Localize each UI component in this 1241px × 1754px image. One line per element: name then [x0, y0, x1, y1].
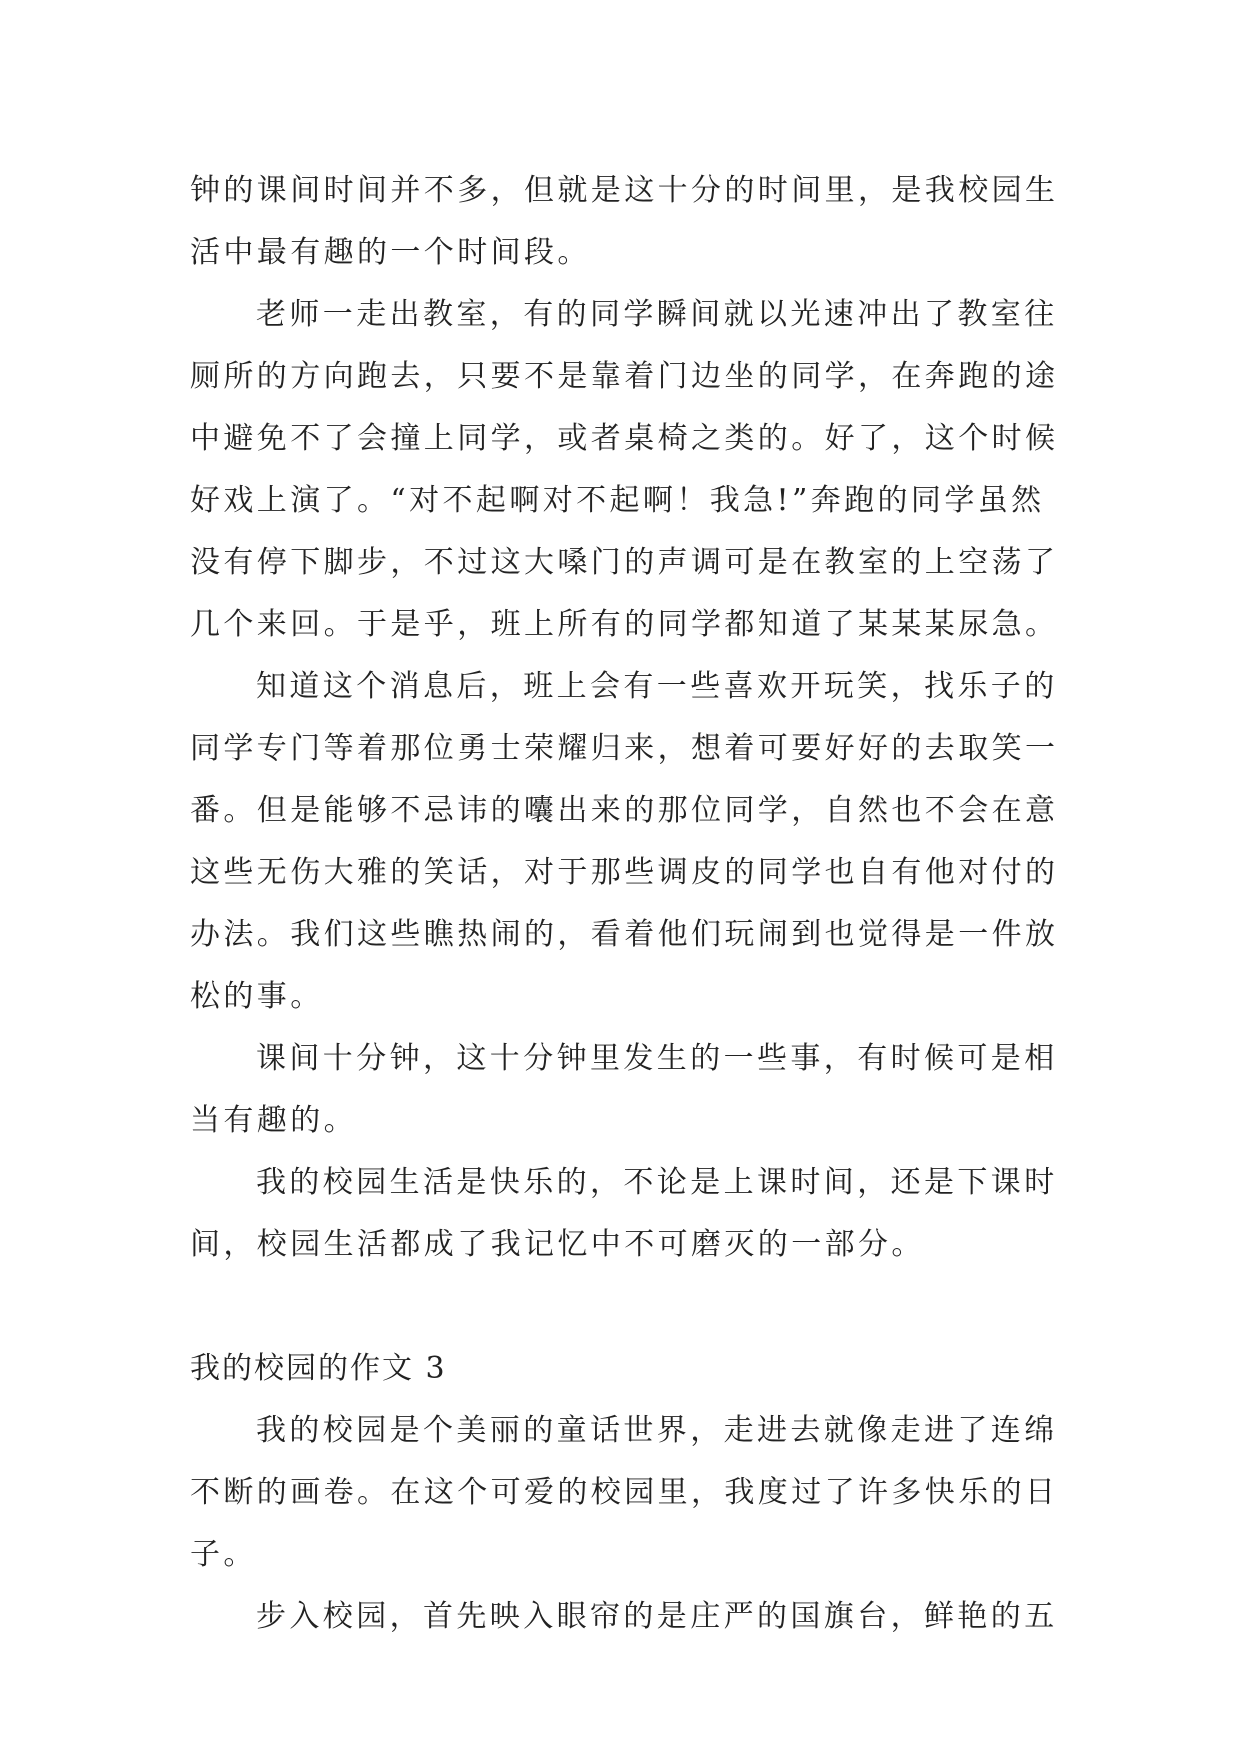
text-line: 中避免不了会撞上同学，或者桌椅之类的。好了，这个时候: [190, 421, 1059, 456]
text-line: 当有趣的。: [190, 1103, 357, 1138]
text-line: 好戏上演了。“对不起啊对不起啊！我急!”奔跑的同学虽然: [190, 483, 1045, 518]
text-line: 子。: [190, 1537, 257, 1572]
document-body: [190, 160, 1070, 1648]
paragraph-start-line: 我的校园生活是快乐的，不论是上课时间，还是下课时: [256, 1165, 1058, 1200]
text-line: 没有停下脚步，不过这大嗓门的声调可是在教室的上空荡了: [190, 545, 1059, 580]
paragraph-start-line: 老师一走出教室，有的同学瞬间就以光速冲出了教室往: [256, 297, 1058, 332]
paragraph-start-line: 知道这个消息后，班上会有一些喜欢开玩笑，找乐子的: [256, 669, 1058, 704]
text-line: 松的事。: [190, 979, 324, 1014]
text-line: 厕所的方向跑去，只要不是靠着门边坐的同学，在奔跑的途: [190, 359, 1059, 394]
text-line: 钟的课间时间并不多，但就是这十分的时间里，是我校园生: [190, 173, 1059, 208]
text-line: 几个来回。于是乎，班上所有的同学都知道了某某某尿急。: [190, 607, 1059, 642]
text-line: 番。但是能够不忌讳的囔出来的那位同学，自然也不会在意: [190, 793, 1059, 828]
text-line: 办法。我们这些瞧热闹的，看着他们玩闹到也觉得是一件放: [190, 917, 1059, 952]
text-line: 活中最有趣的一个时间段。: [190, 235, 591, 270]
text-line: 间，校园生活都成了我记忆中不可磨灭的一部分。: [190, 1227, 925, 1262]
text-line: 这些无伤大雅的笑话，对于那些调皮的同学也自有他对付的: [190, 855, 1059, 890]
paragraph-start-line: 步入校园，首先映入眼帘的是庄严的国旗台，鲜艳的五: [256, 1599, 1058, 1634]
section-title: 我的校园的作文 3: [190, 1351, 447, 1386]
paragraph-start-line: 课间十分钟，这十分钟里发生的一些事，有时候可是相: [256, 1041, 1058, 1076]
paragraph-start-line: 我的校园是个美丽的童话世界，走进去就像走进了连绵: [256, 1413, 1058, 1448]
text-line: 同学专门等着那位勇士荣耀归来，想着可要好好的去取笑一: [190, 731, 1059, 766]
blank-line: [190, 1276, 1070, 1338]
text-line: 不断的画卷。在这个可爱的校园里，我度过了许多快乐的日: [190, 1475, 1059, 1510]
